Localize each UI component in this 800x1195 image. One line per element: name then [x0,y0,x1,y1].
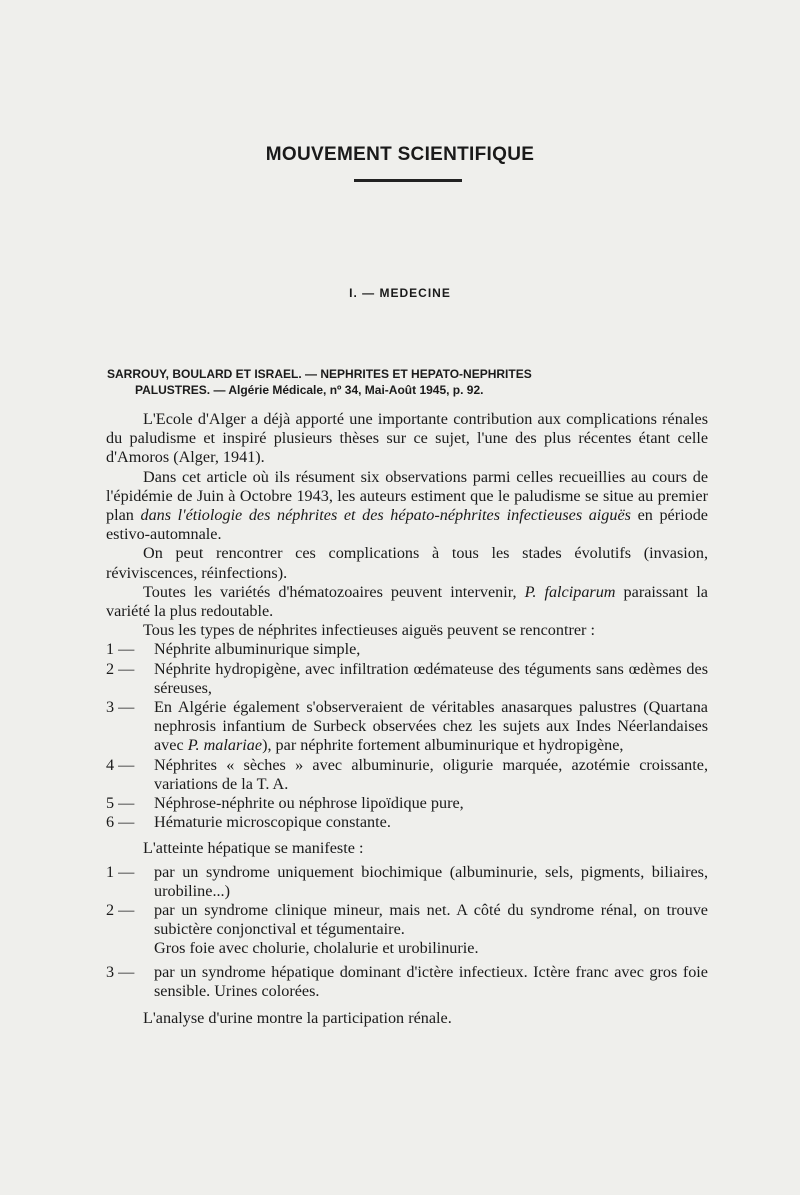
list-text: Néphrites « sèches » avec albuminurie, oligurie marquée, azotémie croissante, variations de la T. A. [154,755,708,793]
list-item [106,813,708,832]
reference-title: NEPHRITES ET HEPATO-NEPHRITES [320,367,532,381]
paragraph-1: L'Ecole d'Alger a déjà apporté une importante contribution aux complications rénales du paludisme et inspiré plusieurs thèses sur ce sujet, l'une des plus récentes étant celle d'Amoros (Alger, 1941). [106,410,708,467]
list-item [106,756,708,794]
section-heading: I. — MEDECINE [349,286,451,300]
list-text-part: Gros foie avec cholurie, cholalurie et urobilinurie. [154,939,479,958]
list-text [154,901,708,959]
paragraph-4 [106,583,708,621]
list-number: 1 — [106,640,135,659]
list-number: 6 — [106,813,135,832]
list-text-italic: P. malariae [187,736,263,755]
page-title: MOUVEMENT SCIENTIFIQUE [265,144,535,165]
list-text: Hématurie microscopique constante. [154,813,391,832]
list-text: Néphrose-néphrite ou néphrose lipoïdique pure, [154,794,464,813]
list-text-part: En Algérie également s'observeraient de véritables anasarques palustres (Quartana nephrosis infantium de Surbeck observées chez les sujets aux Indes Néerlandaises avec [154,698,708,755]
list-text: par un syndrome hépatique dominant d'ictère infectieux. Ictère franc avec gros foie sensible. Urines colorées. [154,962,708,1000]
paragraph-4-text: Toutes les variétés d'hématozoaires peuvent intervenir, [143,582,525,601]
reference-line-2 [107,382,707,398]
nephritis-list [106,640,708,832]
paragraph-3: On peut rencontrer ces complications à tous les stades évolutifs (invasion, réviviscences, réinfections). [106,544,708,582]
paragraph-2-italic: dans l'étiologie des néphrites et des hépato-néphrites infectieuses aiguës [140,506,631,525]
list-item [106,660,708,698]
reference-title-cont: PALUSTRES. [135,383,211,397]
hepatic-list [106,863,708,1001]
list-number: 4 — [106,755,135,774]
list-item [106,863,708,901]
paragraph-2-end: en période estivo-automnale. [106,506,708,544]
paragraph-6: L'atteinte hépatique se manifeste : [143,839,364,858]
paragraph-2 [106,468,708,545]
list-text-end: ), par néphrite fortement albuminurique et hydropigène, [262,736,624,755]
reference-line-1 [107,366,707,382]
list-number: 2 — [106,901,135,920]
list-item [106,963,708,1001]
reference-authors: SARROUY, BOULARD ET ISRAEL. — [107,367,318,381]
list-item [106,698,708,756]
list-text: Néphrite hydropigène, avec infiltration œdémateuse des téguments sans œdèmes des séreuses, [154,659,708,697]
list-text [154,698,708,756]
reference-source: — Algérie Médicale, nº 34, Mai-Août 1945, p. 92. [210,383,484,397]
article-body [106,410,708,1028]
list-number: 2 — [106,659,135,678]
paragraph-4-end: paraissant la variété la plus redoutable. [106,582,708,621]
list-item [106,640,708,659]
list-number: 3 — [106,698,135,717]
title-rule [354,179,462,182]
list-item [106,794,708,813]
list-number: 5 — [106,794,135,813]
paragraph-7: L'analyse d'urine montre la participation rénale. [143,1009,452,1028]
article-reference [107,366,707,398]
list-number: 3 — [106,962,135,981]
list-item [106,901,708,959]
list-text: par un syndrome uniquement biochimique (albuminurie, sels, pigments, biliaires, urobiline...) [154,862,708,900]
paragraph-5: Tous les types de néphrites infectieuses aiguës peuvent se rencontrer : [143,621,595,640]
spacer [106,832,708,839]
list-text: Néphrite albuminurique simple, [154,640,361,659]
paragraph-4-italic: P. falciparum [524,582,616,601]
list-number: 1 — [106,862,135,881]
list-text-part: par un syndrome clinique mineur, mais net. A côté du syndrome rénal, on trouve subictère conjonctival et tégumentaire. [154,901,708,939]
paragraph-2-text: Dans cet article où ils résument six observations parmi celles recueillies au cours de l'épidémie de Juin à Octobre 1943, les auteurs estiment que le paludisme se situe au premier plan [106,467,708,525]
